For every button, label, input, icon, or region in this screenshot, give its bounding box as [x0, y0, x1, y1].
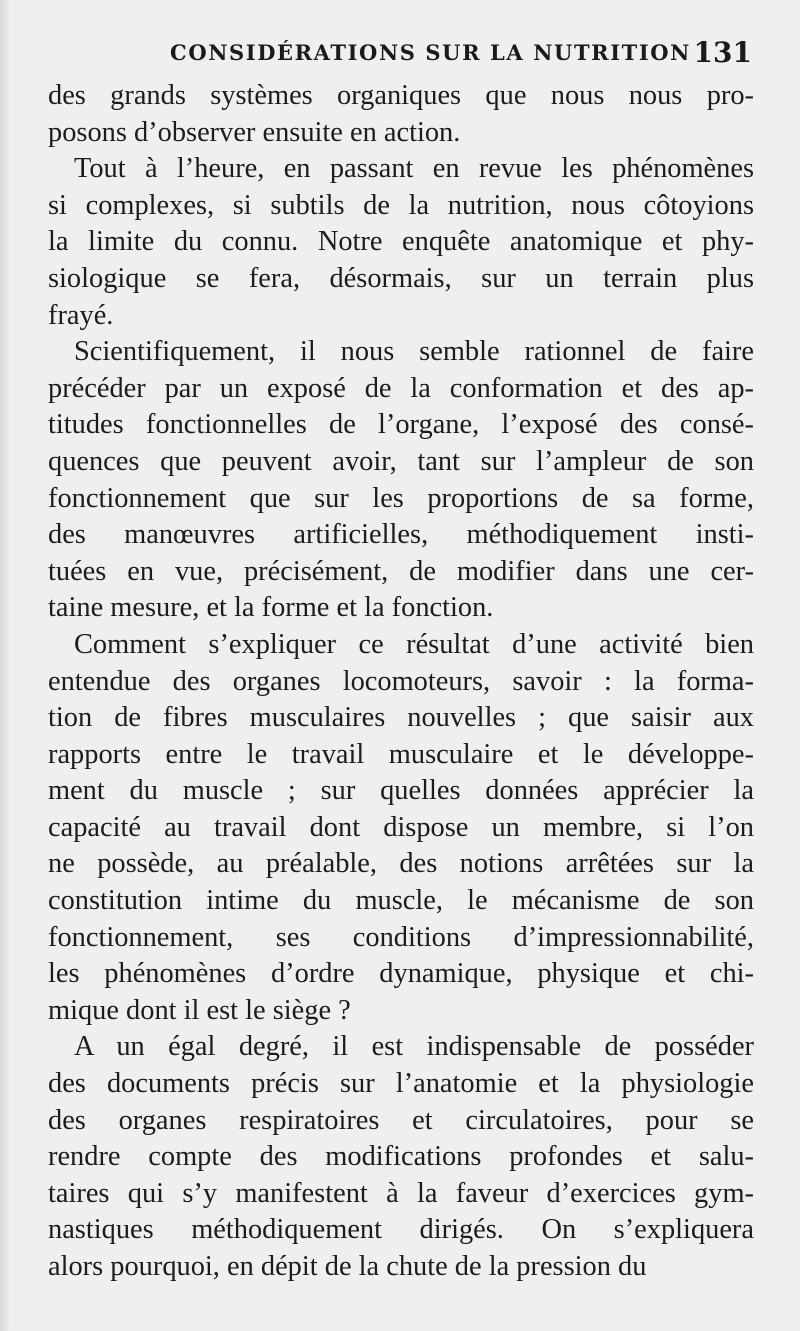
page-edge-shadow — [0, 0, 10, 1331]
text-line: constitution intime du muscle, le mécanisme de son — [48, 885, 754, 917]
paragraph — [48, 151, 754, 334]
text-line: alors pourquoi, en dépit de la chute de la pression du — [48, 1251, 647, 1282]
text-line: Tout à l’heure, en passant en revue les phénomènes — [74, 153, 754, 185]
paragraph — [48, 1029, 754, 1285]
text-line: entendue des organes locomoteurs, savoir : la forma- — [48, 665, 754, 697]
text-line: rendre compte des modifications profondes et salu- — [48, 1141, 754, 1173]
text-line: des organes respiratoires et circulatoires, pour se — [48, 1104, 754, 1136]
text-line: tuées en vue, précisément, de modifier dans une cer- — [48, 555, 754, 587]
text-line: fonctionnement que sur les proportions de sa forme, — [48, 482, 754, 514]
text-line: A un égal degré, il est indispensable de posséder — [74, 1031, 754, 1063]
text-line: des manœuvres artificielles, méthodiquement insti- — [48, 519, 754, 551]
text-line: Scientifiquement, il nous semble rationnel de faire — [74, 336, 754, 368]
text-line: la limite du connu. Notre enquête anatomique et phy- — [48, 226, 754, 258]
text-line: ment du muscle ; sur quelles données apprécier la — [48, 775, 754, 807]
text-line: rapports entre le travail musculaire et le développe- — [48, 738, 754, 770]
text-line: mique dont il est le siège ? — [48, 994, 351, 1026]
text-line: frayé. — [48, 299, 114, 331]
text-line: des grands systèmes organiques que nous nous pro- — [48, 80, 754, 111]
text-line: précéder par un exposé de la conformation et des ap- — [48, 372, 754, 404]
text-line: quences que peuvent avoir, tant sur l’ampleur de son — [48, 445, 754, 477]
text-line: tion de fibres musculaires nouvelles ; que saisir aux — [48, 702, 754, 734]
text-line: taires qui s’y manifestent à la faveur d’exercices gym- — [48, 1177, 754, 1209]
text-line: titudes fonctionnelles de l’organe, l’exposé des consé- — [48, 409, 754, 441]
page-number: 131 — [693, 36, 752, 69]
body-text — [48, 78, 754, 1286]
text-line: fonctionnement, ses conditions d’impressionnabilité, — [48, 921, 754, 953]
paragraph — [48, 78, 754, 151]
text-line: capacité au travail dont dispose un membre, si l’on — [48, 811, 754, 843]
text-line: ne possède, au préalable, des notions arrêtées sur la — [48, 848, 754, 880]
running-head: CONSIDÉRATIONS SUR LA NUTRITION — [170, 40, 691, 65]
text-line: nastiques méthodiquement dirigés. On s’expliquera — [48, 1214, 754, 1246]
page-header — [48, 36, 752, 72]
paragraph — [48, 334, 754, 627]
text-line: Comment s’expliquer ce résultat d’une activité bien — [74, 628, 754, 660]
text-line: les phénomènes d’ordre dynamique, physique et chi- — [48, 958, 754, 990]
text-line: taine mesure, et la forme et la fonction. — [48, 592, 494, 624]
text-line: posons d’observer ensuite en action. — [48, 116, 461, 148]
text-line: siologique se fera, désormais, sur un terrain plus — [48, 262, 754, 294]
paragraph — [48, 627, 754, 1030]
text-line: des documents précis sur l’anatomie et la physiologie — [48, 1068, 754, 1100]
text-line: si complexes, si subtils de la nutrition, nous côtoyions — [48, 189, 754, 221]
